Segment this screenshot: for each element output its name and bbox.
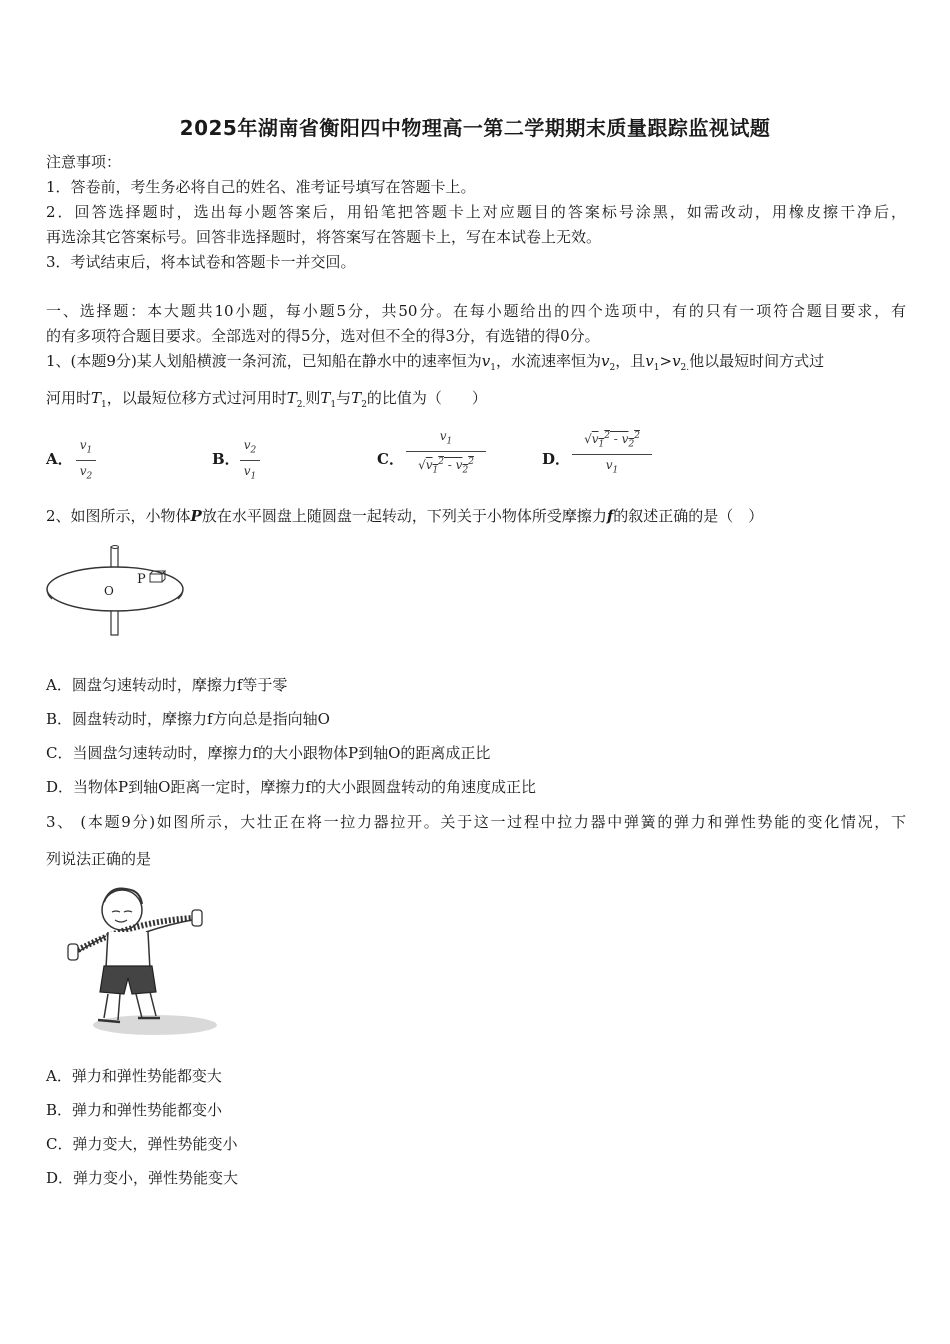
notice-heading: 注意事项：: [46, 153, 122, 171]
q3-option-c: C．弹力变大，弹性势能变小: [46, 1135, 238, 1153]
figure-label-p: P: [137, 572, 146, 587]
q1-option-d-fraction: $√v_1^2 - v_2^2$ $v_1$: [572, 428, 652, 479]
notice-item-2-cont: 再选涂其它答案标号。回答非选择题时，将答案写在答题卡上，写在本试卷上无效。: [46, 228, 602, 246]
q1-stem-line1: 1、(本题9分)某人划船横渡一条河流，已知船在静水中的速率恒为$v_1$，水流速率恒为$v_2$，且$v_1>v_{2.}$他以最短时间方式过: [46, 352, 825, 373]
figure-label-o: O: [104, 584, 114, 598]
q2-option-d: D．当物体P到轴O距离一定时，摩擦力f的大小跟圆盘转动的角速度成正比: [46, 778, 536, 796]
q1-option-c-label: C．: [377, 450, 404, 468]
q3-stem-line2: 列说法正确的是: [46, 850, 152, 868]
section-intro-line2: 的有多项符合题目要求。全部选对的得5分，选对但不全的得3分，有选错的得0分。: [46, 327, 600, 345]
notice-item-1: 1．答卷前，考生务必将自己的姓名、准考证号填写在答题卡上。: [46, 178, 476, 196]
notice-item-3: 3．考试结束后，将本试卷和答题卡一并交回。: [46, 253, 356, 271]
q1-stem-line2: 河用时$T_1$，以最短位移方式过河用时$T_{2.}$则$T_1$与$T_2$的比值为（ ）: [46, 389, 487, 410]
q3-option-d: D．弹力变小，弹性势能变大: [46, 1169, 239, 1187]
section-intro-line1: 一、选择题：本大题共10小题，每小题5分，共50分。在每小题给出的四个选项中，有的只有一项符合题目要求，有: [46, 302, 906, 320]
page-title: 2025年湖南省衡阳四中物理高一第二学期期末质量跟踪监视试题: [179, 116, 771, 140]
q3-option-a: A．弹力和弹性势能都变大: [46, 1067, 222, 1085]
q1-option-b-fraction: $v_2$ $v_1$: [240, 437, 260, 485]
q3-option-b: B．弹力和弹性势能都变小: [46, 1101, 223, 1119]
q1-option-a-fraction: $v_1$ $v_2$: [76, 437, 96, 485]
q1-option-d-label: D．: [542, 450, 571, 468]
q2-option-a: A．圆盘匀速转动时，摩擦力f等于零: [46, 676, 288, 694]
spring-expander-figure: [60, 880, 220, 1040]
q2-option-b: B．圆盘转动时，摩擦力f方向总是指向轴O: [46, 710, 330, 728]
q1-option-c-fraction: $v_1$ $√v_1^2 - v_2^2$: [406, 428, 486, 479]
rotating-disc-figure: [40, 545, 190, 640]
q2-stem: 2、如图所示，小物体P放在水平圆盘上随圆盘一起转动，下列关于小物体所受摩擦力f的叙述正确的是（ ）: [46, 507, 764, 525]
q2-option-c: C．当圆盘匀速转动时，摩擦力f的大小跟物体P到轴O的距离成正比: [46, 744, 491, 762]
q1-option-a-label: A．: [46, 450, 73, 468]
q3-stem-line1: 3、 (本题9分)如图所示，大壮正在将一拉力器拉开。关于这一过程中拉力器中弹簧的弹力和弹性势能的变化情况，下: [46, 813, 906, 831]
q1-option-b-label: B．: [212, 450, 240, 468]
notice-item-2: 2．回答选择题时，选出每小题答案后，用铅笔把答题卡上对应题目的答案标号涂黑，如需改动，用橡皮擦干净后，: [46, 203, 906, 221]
